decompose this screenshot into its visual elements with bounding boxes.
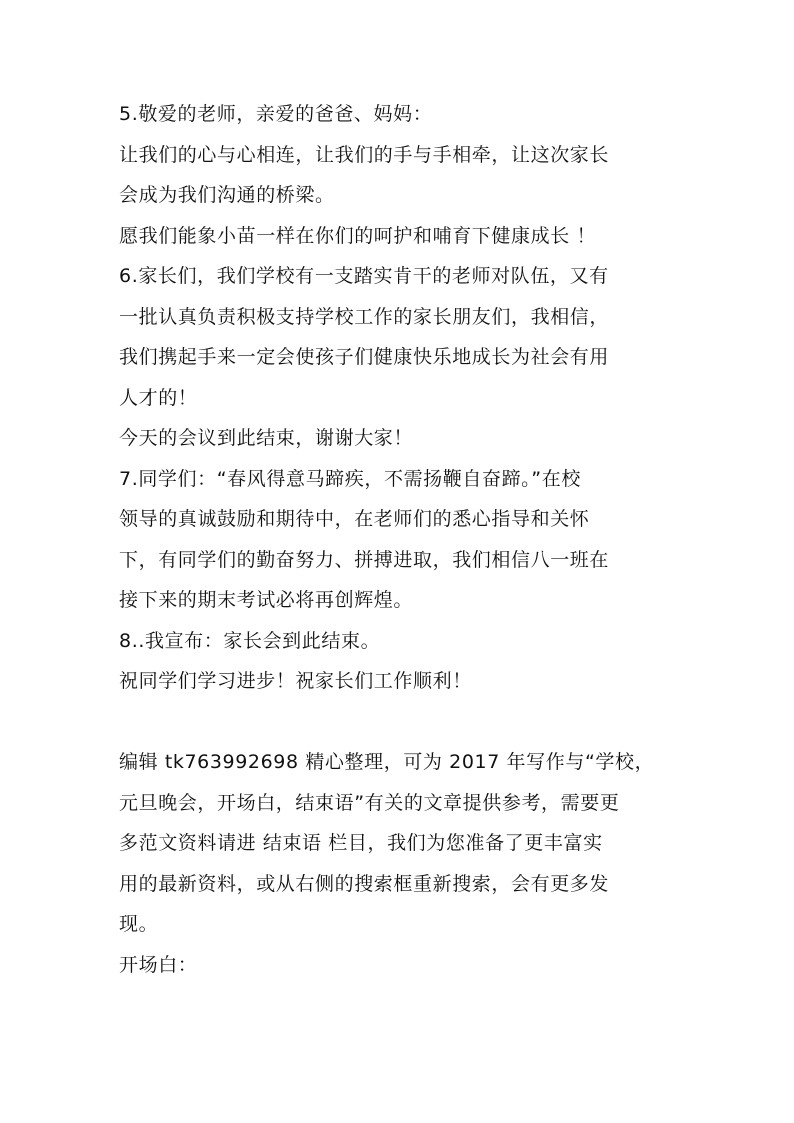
text-line: 下，有同学们的勤奋努力、拼搏进取，我们相信八一班在 xyxy=(119,548,610,571)
text-line: 我们携起手来一定会使孩子们健康快乐地成长为社会有用 xyxy=(119,346,610,368)
text-line: 接下来的期末考试必将再创辉煌。 xyxy=(119,589,414,611)
text-line: 多范文资料请进 结束语 栏目，我们为您准备了更丰富实 xyxy=(119,832,603,854)
text-line: 7.同学们：“春风得意马蹄疾，不需扬鞭自奋蹄。”在校 xyxy=(119,467,581,490)
text-line: 元旦晚会，开场白，结束语”有关的文章提供参考，需要更 xyxy=(119,791,620,814)
text-line: 愿我们能象小苗一样在你们的呵护和哺育下健康成长 ！ xyxy=(119,224,597,247)
text-line: 8..我宣布：家长会到此结束。 xyxy=(119,629,381,652)
text-line: 领导的真诚鼓励和期待中，在老师们的悉心指导和关怀 xyxy=(119,508,590,530)
document-body xyxy=(119,94,679,985)
text-line: 开场白： xyxy=(119,953,198,976)
text-line: 会成为我们沟通的桥梁。 xyxy=(119,184,335,206)
text-line: 5.敬爱的老师，亲爱的爸爸、妈妈： xyxy=(119,103,433,125)
blank-line xyxy=(119,702,679,743)
text-line: 人才的！ xyxy=(119,386,198,409)
text-line: 编辑 tk763992698 精心整理，可为 2017 年写作与“学校， xyxy=(119,751,655,773)
text-line: 用的最新资料，或从右侧的搜索框重新搜索，会有更多发 xyxy=(119,872,610,895)
text-line: 今天的会议到此结束，谢谢大家！ xyxy=(119,427,414,449)
text-line: 6.家长们，我们学校有一支踏实肯干的老师对队伍，又有 xyxy=(119,265,609,287)
text-line: 祝同学们学习进步！祝家长们工作顺利！ xyxy=(119,670,472,692)
text-line: 现。 xyxy=(119,913,159,935)
text-line: 一批认真负责积极支持学校工作的家长朋友们，我相信， xyxy=(119,305,610,328)
text-line: 让我们的心与心相连，让我们的手与手相牵，让这次家长 xyxy=(119,143,610,166)
